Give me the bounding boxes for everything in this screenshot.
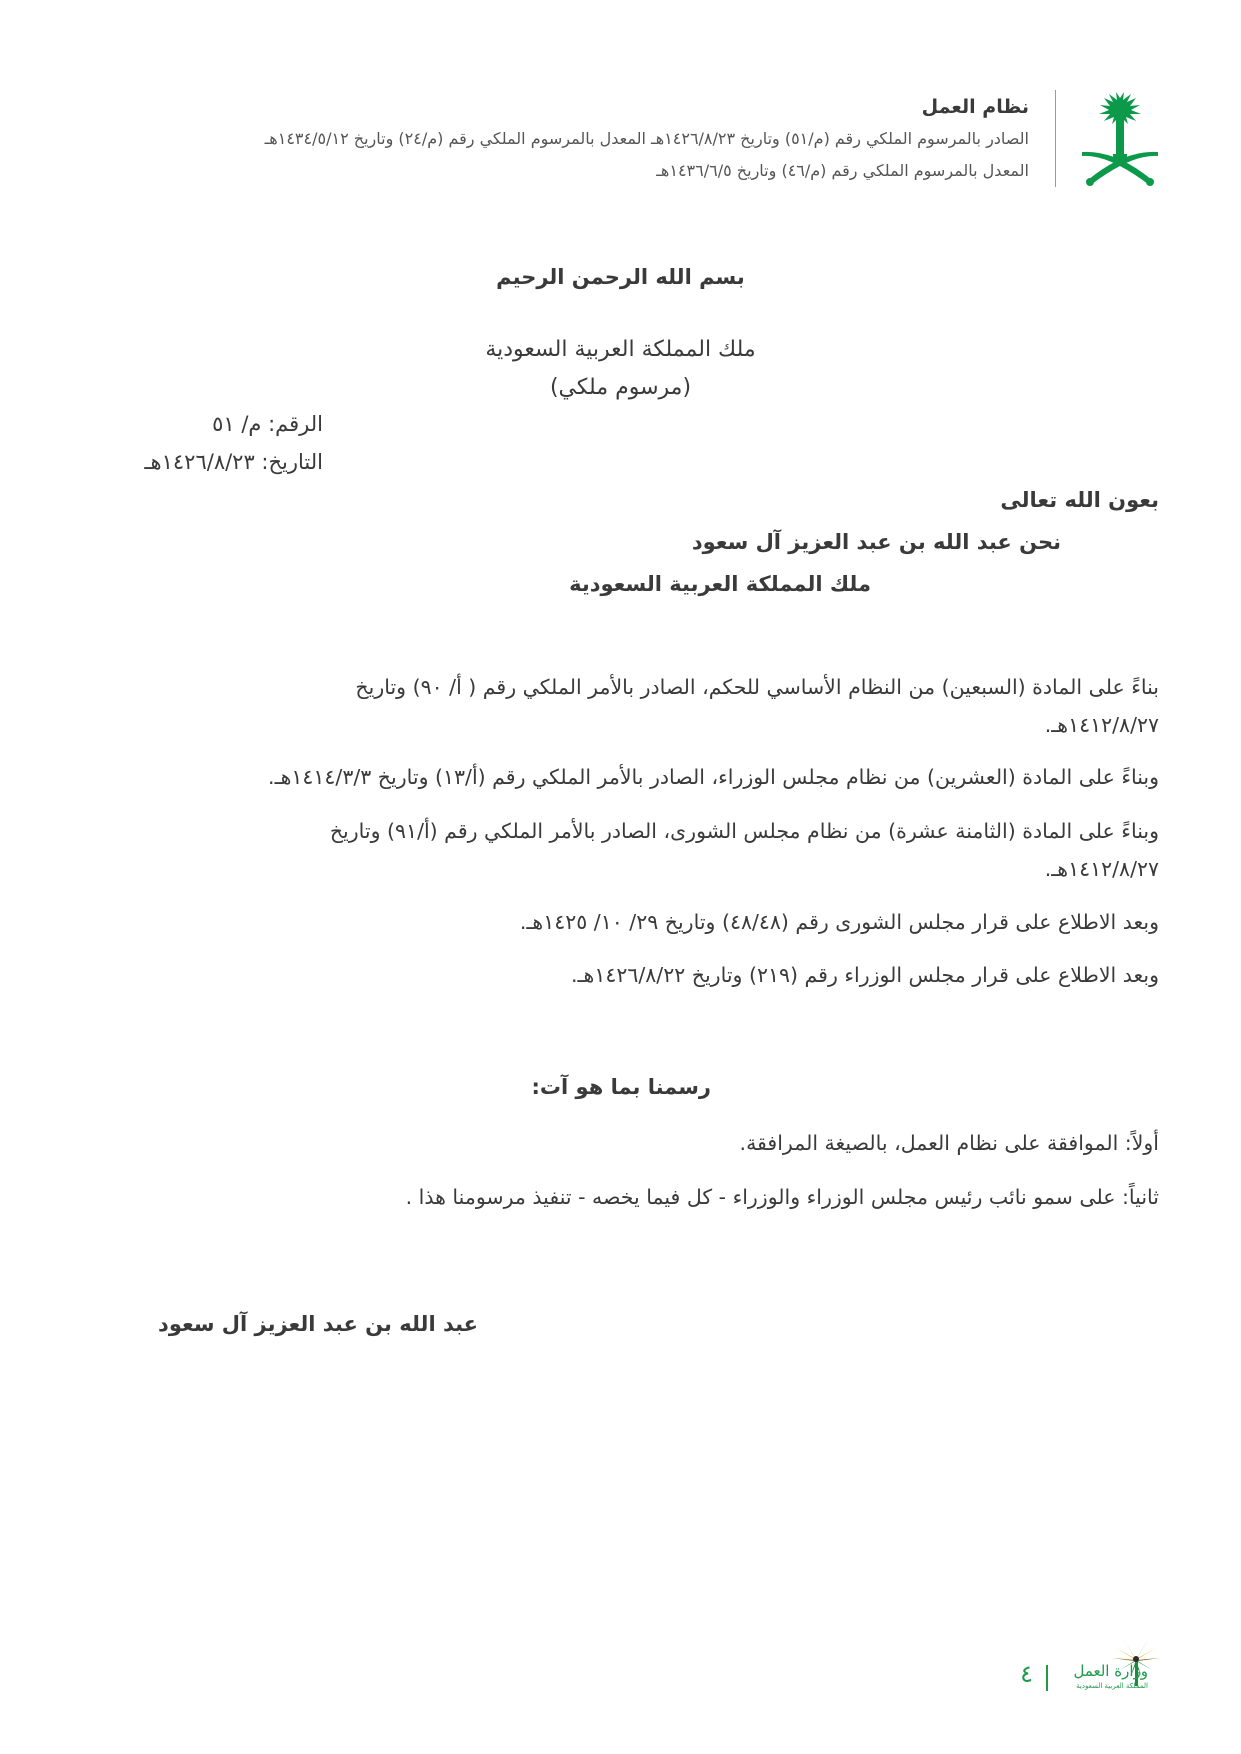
basmala: بسم الله الرحمن الرحيم [496, 265, 745, 289]
preamble-item: وبعد الاطلاع على قرار مجلس الوزراء رقم (٢١٩) وتاريخ ١٤٢٦/٨/٢٢هـ. [570, 963, 1159, 987]
preamble-item: وبعد الاطلاع على قرار مجلس الشورى رقم (٤٨/٤٨) وتاريخ ٢٩/ ١٠/ ١٤٢٥هـ. [519, 910, 1159, 934]
preamble-item: وبناءً على المادة (الثامنة عشرة) من نظام مجلس الشورى، الصادر بالأمر الملكي رقم (أ/٩١) وتاريخ [329, 819, 1159, 843]
decree-number: الرقم: م/ ٥١ [212, 412, 323, 436]
preamble-item-continuation: ١٤١٢/٨/٢٧هـ. [1044, 713, 1159, 737]
king-name-line: نحن عبد الله بن عبد العزيز آل سعود [691, 530, 1061, 554]
king-title-line: ملك المملكة العربية السعودية [569, 572, 871, 596]
decree-article-second: ثانياً: على سمو نائب رئيس مجلس الوزراء والوزراء - كل فيما يخصه - تنفيذ مرسومنا هذا . [405, 1185, 1159, 1209]
header-issuance-line: الصادر بالمرسوم الملكي رقم (م/٥١) وتاريخ ١٤٢٦/٨/٢٣هـ المعدل بالمرسوم الملكي رقم (م/٢٤) وتاريخ ١٤٣٤/٥/١٢هـ [264, 129, 1029, 148]
preamble-item: بناءً على المادة (السبعين) من النظام الأساسي للحكم، الصادر بالأمر الملكي رقم ( أ/ ٩٠) وتاريخ [355, 675, 1159, 699]
kingdom-heading: ملك المملكة العربية السعودية [485, 337, 756, 362]
decree-date: التاريخ: ١٤٢٦/٨/٢٣هـ [144, 450, 323, 474]
footer-ministry-name: وزارة العمل [1073, 1662, 1148, 1680]
preamble-item: وبناءً على المادة (العشرين) من نظام مجلس الوزراء، الصادر بالأمر الملكي رقم (أ/١٣) وتاريخ ١٤١٤/٣/٣هـ. [268, 765, 1159, 789]
header-divider [1055, 90, 1056, 187]
with-help-of-god: بعون الله تعالى [1000, 488, 1159, 512]
decreed-heading: رسمنا بما هو آت: [531, 1075, 711, 1099]
royal-decree-label: (مرسوم ملكي) [549, 375, 692, 400]
decree-article-first: أولاً: الموافقة على نظام العمل، بالصيغة المرافقة. [739, 1131, 1159, 1155]
footer-divider [1046, 1665, 1048, 1691]
header-amendment-line: المعدل بالمرسوم الملكي رقم (م/٤٦) وتاريخ ١٤٣٦/٦/٥هـ [656, 161, 1029, 180]
header-title: نظام العمل [921, 96, 1029, 118]
preamble-item-continuation: ١٤١٢/٨/٢٧هـ. [1044, 857, 1159, 881]
page-number: ٤ [1020, 1660, 1033, 1688]
footer-kingdom-name: المملكة العربية السعودية [1076, 1682, 1148, 1690]
saudi-emblem-icon [1078, 90, 1162, 190]
signature: عبد الله بن عبد العزيز آل سعود [158, 1312, 478, 1336]
